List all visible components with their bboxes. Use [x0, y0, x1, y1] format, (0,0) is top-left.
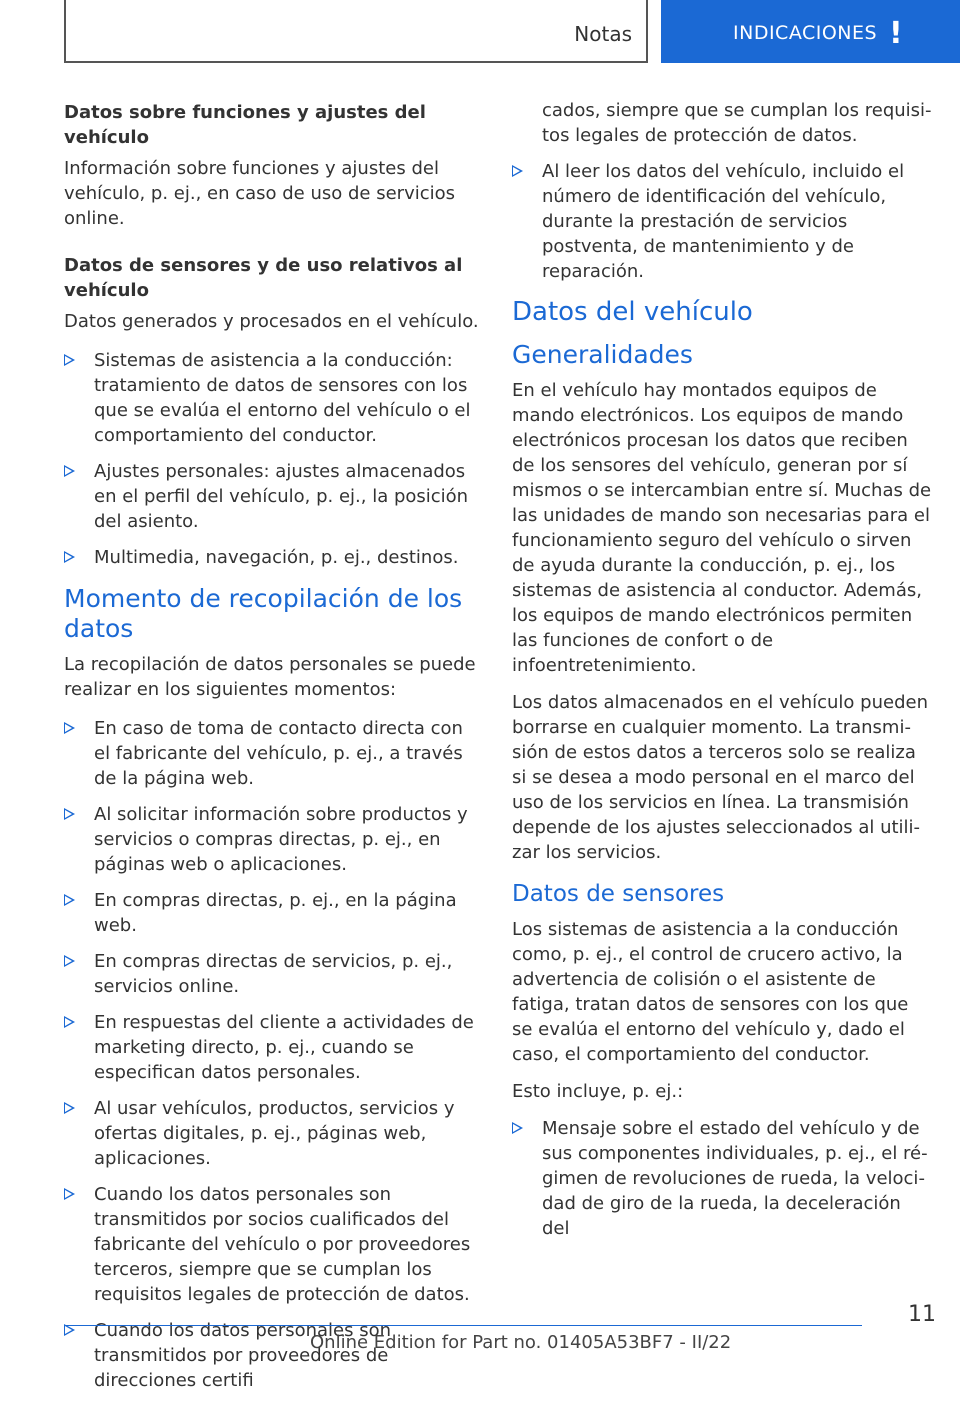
list-item: Mensaje sobre el estado del vehículo y de sus componentes individuales, p. ej., el régimen de revoluciones de rueda, la velocidad de giro de la rueda, la deceleración del: [512, 1116, 932, 1241]
triangle-bullet-icon: [64, 354, 75, 366]
list-item: En compras directas, p. ej., en la página web.: [64, 888, 482, 938]
triangle-bullet-icon: [64, 551, 75, 563]
footer-edition: Online Edition for Part no. 01405A53BF7 - II/22: [310, 1332, 732, 1353]
list-momento-cont: [512, 159, 932, 284]
subheading-sensores-uso: Datos de sensores y de uso relativos al vehículo: [64, 255, 463, 301]
list-item: En compras directas de servicios, p. ej., servicios online.: [64, 949, 482, 999]
list-item: Cuando los datos personales son transmitidos por proveedores de direcciones certifi: [64, 1318, 482, 1393]
list-sensores-uso: [64, 348, 482, 570]
triangle-bullet-icon: [64, 1016, 75, 1028]
paragraph-generalidades-2: Los datos almacenados en el vehículo pueden borrarse en cualquier momento. La transmisión de estos datos a terceros solo se realiza si se desea a modo personal en el marco del uso de los servicios en línea. La transmisión depende de los ajustes seleccionados al utilizar los servicios.: [512, 692, 928, 863]
triangle-bullet-icon: [64, 465, 75, 477]
list-item: Al leer los datos del vehículo, incluido el número de identificación del vehículo, durante la prestación de servicios postventa, de mantenimiento y de reparación.: [512, 159, 932, 284]
page-number: 11: [908, 1302, 936, 1327]
list-sensores: [512, 1116, 932, 1241]
triangle-bullet-icon: [64, 808, 75, 820]
list-item: Ajustes personales: ajustes almacenados en el perfil del vehículo, p. ej., la posición del asiento.: [64, 459, 482, 534]
subheading-funciones: Datos sobre funciones y ajustes del vehículo: [64, 102, 426, 148]
triangle-bullet-icon: [512, 1122, 523, 1134]
paragraph-sensores-2: Esto incluye, p. ej.:: [512, 1081, 684, 1102]
footer-divider: [64, 1325, 862, 1326]
triangle-bullet-icon: [64, 894, 75, 906]
triangle-bullet-icon: [512, 165, 523, 177]
list-item-continued: cados, siempre que se cumplan los requisitos legales de protección de datos.: [542, 100, 932, 146]
list-item: Multimedia, navegación, p. ej., destinos.: [64, 545, 482, 570]
left-column: [64, 100, 482, 1404]
heading-momento: Momento de recopilación de los datos: [64, 584, 463, 643]
list-item: En respuestas del cliente a actividades de marketing directo, p. ej., cuando se especifican datos personales.: [64, 1010, 482, 1085]
triangle-bullet-icon: [64, 1188, 75, 1200]
paragraph-sensores-1: Los sistemas de asistencia a la conducción como, p. ej., el control de crucero activo, la advertencia de colisión o el asistente de fatiga, tratan datos de sensores con los que se evalúa el entorno del vehículo y, dado el caso, el comportamiento del conductor.: [512, 919, 909, 1065]
heading-generalidades: Generalidades: [512, 340, 693, 369]
triangle-bullet-icon: [64, 955, 75, 967]
list-item: Cuando los datos personales son transmitidos por socios cualificados del fabricante del vehículo o por proveedores terceros, siempre que se cumplan los requisitos legales de protección de datos.: [64, 1182, 482, 1307]
paragraph-sensores-uso: Datos generados y procesados en el vehículo.: [64, 311, 479, 332]
list-item: Al usar vehículos, productos, servicios y ofertas digitales, p. ej., páginas web, aplicaciones.: [64, 1096, 482, 1171]
list-momento: [64, 716, 482, 1393]
right-column: [512, 98, 932, 1252]
header-section-title: Notas: [574, 22, 632, 46]
exclamation-icon: !: [889, 16, 903, 51]
triangle-bullet-icon: [64, 1102, 75, 1114]
header-chapter-tab[interactable]: [661, 0, 960, 63]
list-item: En caso de toma de contacto directa con el fabricante del vehículo, p. ej., a través de la página web.: [64, 716, 482, 791]
header-frame: [64, 0, 648, 63]
triangle-bullet-icon: [64, 722, 75, 734]
paragraph-momento: La recopilación de datos personales se puede realizar en los siguientes momentos:: [64, 654, 476, 700]
heading-datos-vehiculo: Datos del vehículo: [512, 297, 753, 327]
list-item: Sistemas de asistencia a la conducción: tratamiento de datos de sensores con los que se evalúa el entorno del vehículo o el comportamiento del conductor.: [64, 348, 482, 448]
heading-datos-sensores: Datos de sensores: [512, 881, 725, 907]
chapter-title: INDICACIONES: [733, 22, 878, 44]
paragraph-funciones: Información sobre funciones y ajustes del vehículo, p. ej., en caso de uso de servicios online.: [64, 158, 456, 229]
list-item: Al solicitar información sobre productos y servicios o compras directas, p. ej., en páginas web o aplicaciones.: [64, 802, 482, 877]
paragraph-generalidades-1: En el vehículo hay montados equipos de mando electrónicos. Los equipos de mando electrónicos procesan los datos que reciben de los sensores del vehículo, generan por sí mismos o se intercambian entre sí. Muchas de las unidades de mando son necesarias para el funcionamiento seguro del vehículo o sirven de ayuda durante la conducción, p. ej., los sistemas de asistencia al conductor. Además, los equipos de mando electrónicos permiten las funciones de confort o de infoentretenimiento.: [512, 380, 932, 676]
